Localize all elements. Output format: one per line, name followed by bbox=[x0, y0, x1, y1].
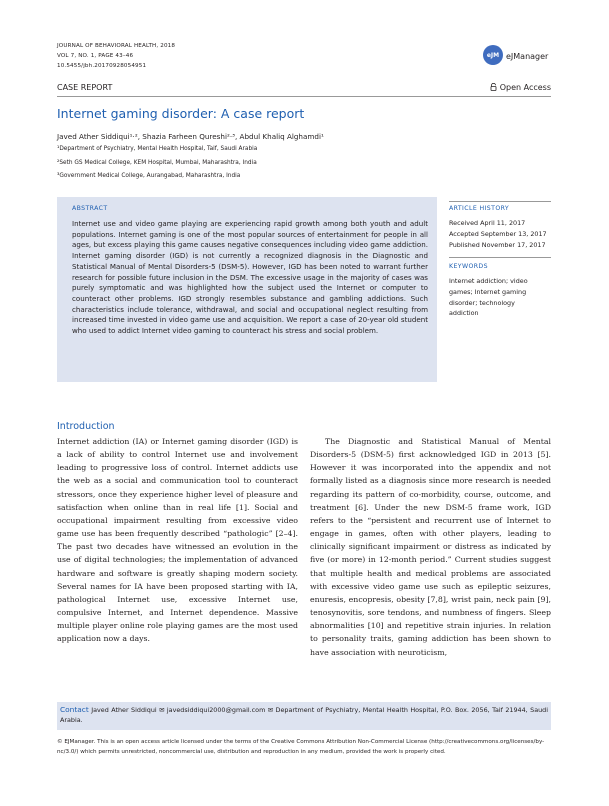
abstract-heading: ABSTRACT bbox=[72, 205, 108, 212]
keyword-line: games; Internet gaming bbox=[449, 287, 527, 296]
journal-doi: 10.5455/jbh.20170928054951 bbox=[57, 63, 147, 69]
accepted-date: Accepted September 13, 2017 bbox=[449, 229, 547, 238]
author-list: Javed Ather Siddiqui¹·², Shazia Farheen Qureshi²·³, Abdul Khaliq Alghamdi¹ bbox=[57, 132, 324, 141]
contact-info bbox=[60, 705, 548, 726]
published-date: Published November 17, 2017 bbox=[449, 240, 546, 249]
keywords-list bbox=[449, 276, 528, 319]
affiliation-1: ¹Department of Psychiatry, Mental Health Hospital, Taif, Saudi Arabia bbox=[57, 146, 258, 152]
abstract-text: Internet use and video game playing are experiencing rapid growth among both youth and adult populations. Internet gaming is one of the most popular sources of entertainment for people in all ages, but excess playing this game causes negative consequences including video game addiction. Internet gaming disorder (IGD) is not currently a recognized diagnosis in the Diagnostic and Statistical Manual of Mental Disorders-5 (DSM-5). However, IGD has been noted to warrant further research for possible future inclusion in the DSM. The excessive usage in the majority of cases was purely symptomatic and was highlighted how the subject used the Internet or computer to counteract other problems. IGD strongly resembles substance and gambling addictions. Such characteristics include tolerance, withdrawal, and social and occupational neglect resulting from increased time invested in video game use and acquisition. We report a case of 20-year old student who used to addict Internet video gaming to counteract his stress and social problem. bbox=[72, 219, 428, 336]
open-access-label: Open Access bbox=[499, 83, 551, 92]
license-notice: © EJManager. This is an open access article licensed under the terms of the Creative Commons Attribution Non-Commercial License (http://creativecommons.org/licenses/by-nc/3.0/) which permits unrestricted, noncommercial use, distribution and reproduction in any medium, provided the work is properly cited. bbox=[57, 739, 545, 755]
keywords-divider bbox=[449, 257, 551, 258]
contact-details: Javed Ather Siddiqui ✉ javedsiddiqui2000@gmail.com ✉ Department of Psychiatry, Mental Health Hospital, P.O. Box. 2056, Taif 21944, Saudi Arabia. bbox=[60, 706, 548, 725]
affiliation-3: ³Government Medical College, Aurangabad, Maharashtra, India bbox=[57, 173, 241, 180]
header-divider bbox=[57, 96, 551, 97]
lock-icon bbox=[490, 83, 497, 91]
keyword-line: addiction bbox=[449, 309, 479, 318]
article-history bbox=[449, 218, 547, 250]
history-divider-top bbox=[449, 201, 551, 202]
body-column-right: The Diagnostic and Statistical Manual of Mental Disorders-5 (DSM-5) first acknowledged IGD in 2013 [5]. However it was incorporated into the appendix and not formally listed as a diagnosis since more research is needed regarding its pattern of co-morbidity, course, outcome, and treatment [6]. Under the new DSM-5 frame work, IGD refers to the “persistent and recurrent use of Internet to engage in games, often with other players, leading to clinically significant impairment or distress as indicated by five (or more) in 12-month period.” Current studies suggest that multiple health and medical problems are associated with excessive video game use such as epileptic seizures, enuresis, encopresis, obesity [7,8], wrist pain, neck pain [9], tenosynovitis, sore tendons, and numbness of fingers. Sleep abnormalities [10] and repetitive strain injuries. In relation to personality traits, gaming addiction has been shown to have association with neuroticism, bbox=[310, 437, 551, 657]
open-access-badge bbox=[490, 83, 551, 93]
publisher-logo-icon: eJM bbox=[483, 45, 503, 65]
keyword-line: disorder; technology bbox=[449, 298, 515, 307]
affiliations bbox=[57, 143, 257, 184]
journal-name: JOURNAL OF BEHAVIORAL HEALTH, 2018 bbox=[57, 43, 176, 49]
article-history-heading: ARTICLE HISTORY bbox=[449, 205, 510, 212]
body-column-left: Internet addiction (IA) or Internet gaming disorder (IGD) is a lack of ability to control Internet use and involvement leading to progressive loss of control. Internet addicts use the web as a social and communication tool to counteract stressors, once they experience higher level of pleasure and satisfaction when online than in real life [1]. Social and occupational impairment resulting from excessive video game use has been frequently described “pathologic” [2–4]. The past two decades have witnessed an evolution in the use of digital technologies; the implementation of advanced hardware and software is greatly shaping modern society. Several names for IA have been proposed starting with IA, pathological Internet use, excessive Internet use, compulsive Internet, and Internet dependence. Massive multiple player online role playing games are the most used application now a days. bbox=[57, 437, 298, 644]
journal-header bbox=[57, 41, 175, 71]
article-type-row bbox=[57, 83, 551, 93]
article-title: Internet gaming disorder: A case report bbox=[57, 106, 305, 121]
keyword-line: Internet addiction; video bbox=[449, 277, 528, 285]
publisher-name: eJManager bbox=[506, 52, 549, 61]
received-date: Received April 11, 2017 bbox=[449, 219, 526, 227]
introduction-heading: Introduction bbox=[57, 421, 115, 432]
keywords-heading: KEYWORDS bbox=[449, 263, 488, 270]
affiliation-2: ²Seth GS Medical College, KEM Hospital, Mumbai, Maharashtra, India bbox=[57, 159, 257, 166]
contact-label: Contact bbox=[60, 705, 89, 714]
article-type: CASE REPORT bbox=[57, 83, 113, 92]
journal-volume: VOL 7, NO. 1, PAGE 43–46 bbox=[57, 53, 134, 59]
